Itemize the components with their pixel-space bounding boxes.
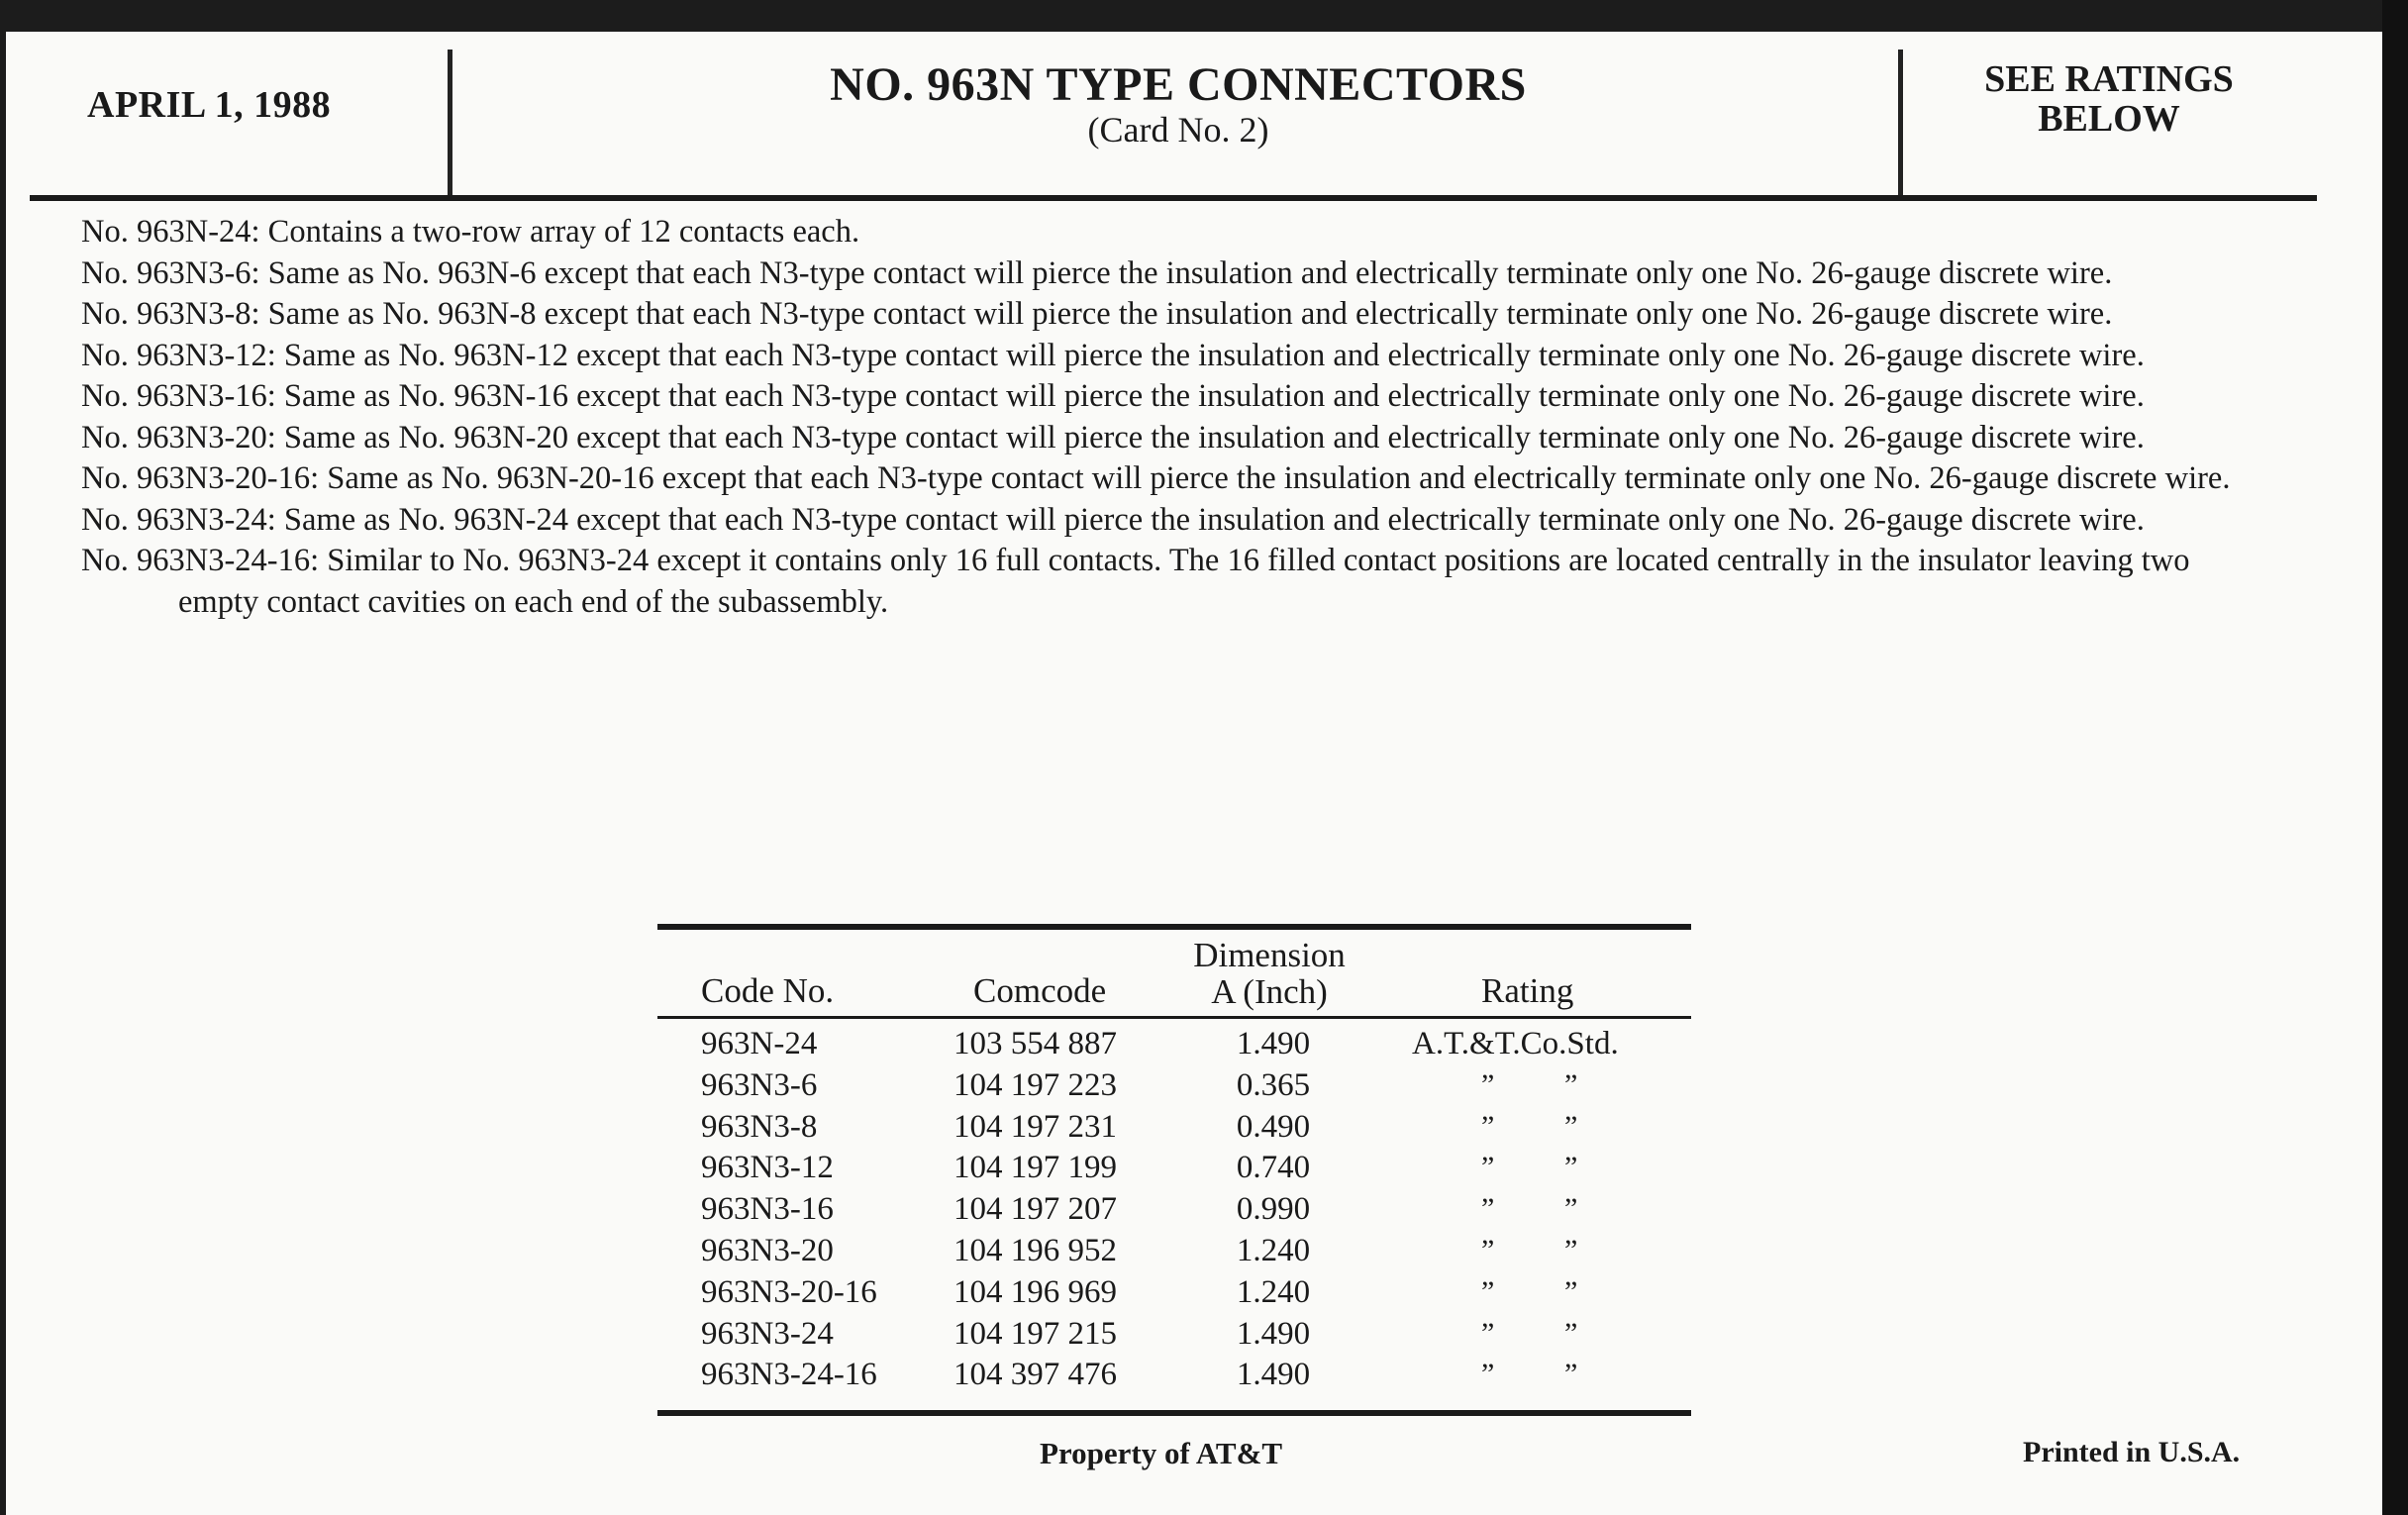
column-header-dimension-line2: A (Inch) [1211, 972, 1328, 1011]
header-divider-right [1898, 50, 1903, 198]
ratings-note-line2: BELOW [2038, 98, 2180, 140]
ditto-mark: ” [1564, 1317, 1578, 1350]
dimension-cell: 0.740 [1236, 1150, 1311, 1185]
comcode-cell: 104 196 969 [953, 1274, 1117, 1310]
ditto-mark: ” [1481, 1275, 1495, 1308]
dimension-cell: 1.490 [1236, 1316, 1311, 1352]
ditto-mark: ” [1564, 1110, 1578, 1143]
column-header-dimension [1160, 937, 1378, 1010]
dimension-cell: 0.365 [1236, 1067, 1311, 1103]
description-paragraph: No. 963N-24: Contains a two-row array of 12 contacts each. [81, 214, 860, 250]
description-paragraph: No. 963N3-12: Same as No. 963N-12 except that each N3-type contact will pierce the insulation and electrically terminate only one No. 26-gauge discrete wire. [81, 337, 2145, 373]
code-cell: 963N3-20-16 [701, 1274, 877, 1310]
ditto-mark: ” [1564, 1234, 1578, 1266]
comcode-cell: 104 197 199 [953, 1150, 1117, 1185]
comcode-cell: 104 197 215 [953, 1316, 1117, 1352]
ditto-mark: ” [1481, 1151, 1495, 1183]
code-cell: 963N3-24 [701, 1316, 834, 1352]
code-cell: 963N3-12 [701, 1150, 834, 1185]
column-header-dimension-line1: Dimension [1193, 936, 1346, 974]
header-divider-left [448, 50, 452, 198]
ditto-mark: ” [1564, 1068, 1578, 1101]
description-paragraph: No. 963N3-8: Same as No. 963N-8 except that each N3-type contact will pierce the insulation and electrically terminate only one No. 26-gauge discrete wire. [81, 296, 2113, 332]
dimension-cell: 0.490 [1236, 1109, 1311, 1145]
comcode-cell: 104 196 952 [953, 1233, 1117, 1268]
ratings-note-line1: SEE RATINGS [1984, 58, 2234, 100]
ditto-mark: ” [1481, 1317, 1495, 1350]
ditto-mark: ” [1481, 1234, 1495, 1266]
comcode-cell: 104 397 476 [953, 1357, 1117, 1392]
printed-notice: Printed in U.S.A. [2023, 1436, 2241, 1468]
ditto-mark: ” [1481, 1110, 1495, 1143]
ditto-mark: ” [1564, 1151, 1578, 1183]
issue-date: APRIL 1, 1988 [87, 84, 332, 126]
ditto-mark: ” [1481, 1192, 1495, 1225]
table-header-rule [657, 1016, 1691, 1019]
dimension-cell: 1.240 [1236, 1274, 1311, 1310]
ratings-note [1911, 59, 2307, 139]
header-rule [30, 195, 2317, 201]
description-paragraph: No. 963N3-24-16: Similar to No. 963N3-24 except it contains only 16 full contacts. The 16 filled contact positions are located centrally in the insulator leaving two empty contact cavities on each end of the subassembly. [81, 543, 2190, 620]
page-subtitle: (Card No. 2) [1087, 110, 1269, 150]
dimension-cell: 1.490 [1236, 1026, 1311, 1061]
comcode-cell: 104 197 223 [953, 1067, 1117, 1103]
column-header-rating: Rating [1481, 971, 1574, 1010]
comcode-cell: 104 197 231 [953, 1109, 1117, 1145]
ditto-mark: ” [1481, 1068, 1495, 1101]
description-paragraph: No. 963N3-24: Same as No. 963N-24 except that each N3-type contact will pierce the insulation and electrically terminate only one No. 26-gauge discrete wire. [81, 501, 2145, 538]
code-cell: 963N3-8 [701, 1109, 818, 1145]
dimension-cell: 1.240 [1236, 1233, 1311, 1268]
code-cell: 963N-24 [701, 1026, 818, 1061]
code-cell: 963N3-24-16 [701, 1357, 877, 1392]
description-list [81, 212, 2269, 623]
dimension-cell: 1.490 [1236, 1357, 1311, 1392]
code-cell: 963N3-16 [701, 1191, 834, 1227]
table-top-rule [657, 924, 1691, 930]
code-cell: 963N3-6 [701, 1067, 818, 1103]
property-notice: Property of AT&T [1040, 1436, 1283, 1470]
column-header-comcode: Comcode [973, 971, 1107, 1010]
ditto-mark: ” [1564, 1358, 1578, 1390]
ditto-mark: ” [1564, 1275, 1578, 1308]
description-paragraph: No. 963N3-20: Same as No. 963N-20 except that each N3-type contact will pierce the insulation and electrically terminate only one No. 26-gauge discrete wire. [81, 419, 2145, 455]
page-title: NO. 963N TYPE CONNECTORS [830, 58, 1527, 111]
ditto-mark: ” [1481, 1358, 1495, 1390]
description-paragraph: No. 963N3-16: Same as No. 963N-16 except that each N3-type contact will pierce the insulation and electrically terminate only one No. 26-gauge discrete wire. [81, 378, 2145, 414]
comcode-cell: 103 554 887 [953, 1026, 1117, 1061]
comcode-cell: 104 197 207 [953, 1191, 1117, 1227]
description-paragraph: No. 963N3-6: Same as No. 963N-6 except that each N3-type contact will pierce the insulation and electrically terminate only one No. 26-gauge discrete wire. [81, 254, 2113, 291]
ditto-mark: ” [1564, 1192, 1578, 1225]
table-bottom-rule [657, 1410, 1691, 1416]
rating-cell: A.T.&T.Co.Std. [1412, 1026, 1619, 1061]
column-header-code: Code No. [701, 971, 835, 1010]
description-paragraph: No. 963N3-20-16: Same as No. 963N-20-16 except that each N3-type contact will pierce the insulation and electrically terminate only one No. 26-gauge discrete wire. [81, 460, 2231, 496]
code-cell: 963N3-20 [701, 1233, 834, 1268]
scan-edge [2382, 0, 2408, 1515]
dimension-cell: 0.990 [1236, 1191, 1311, 1227]
